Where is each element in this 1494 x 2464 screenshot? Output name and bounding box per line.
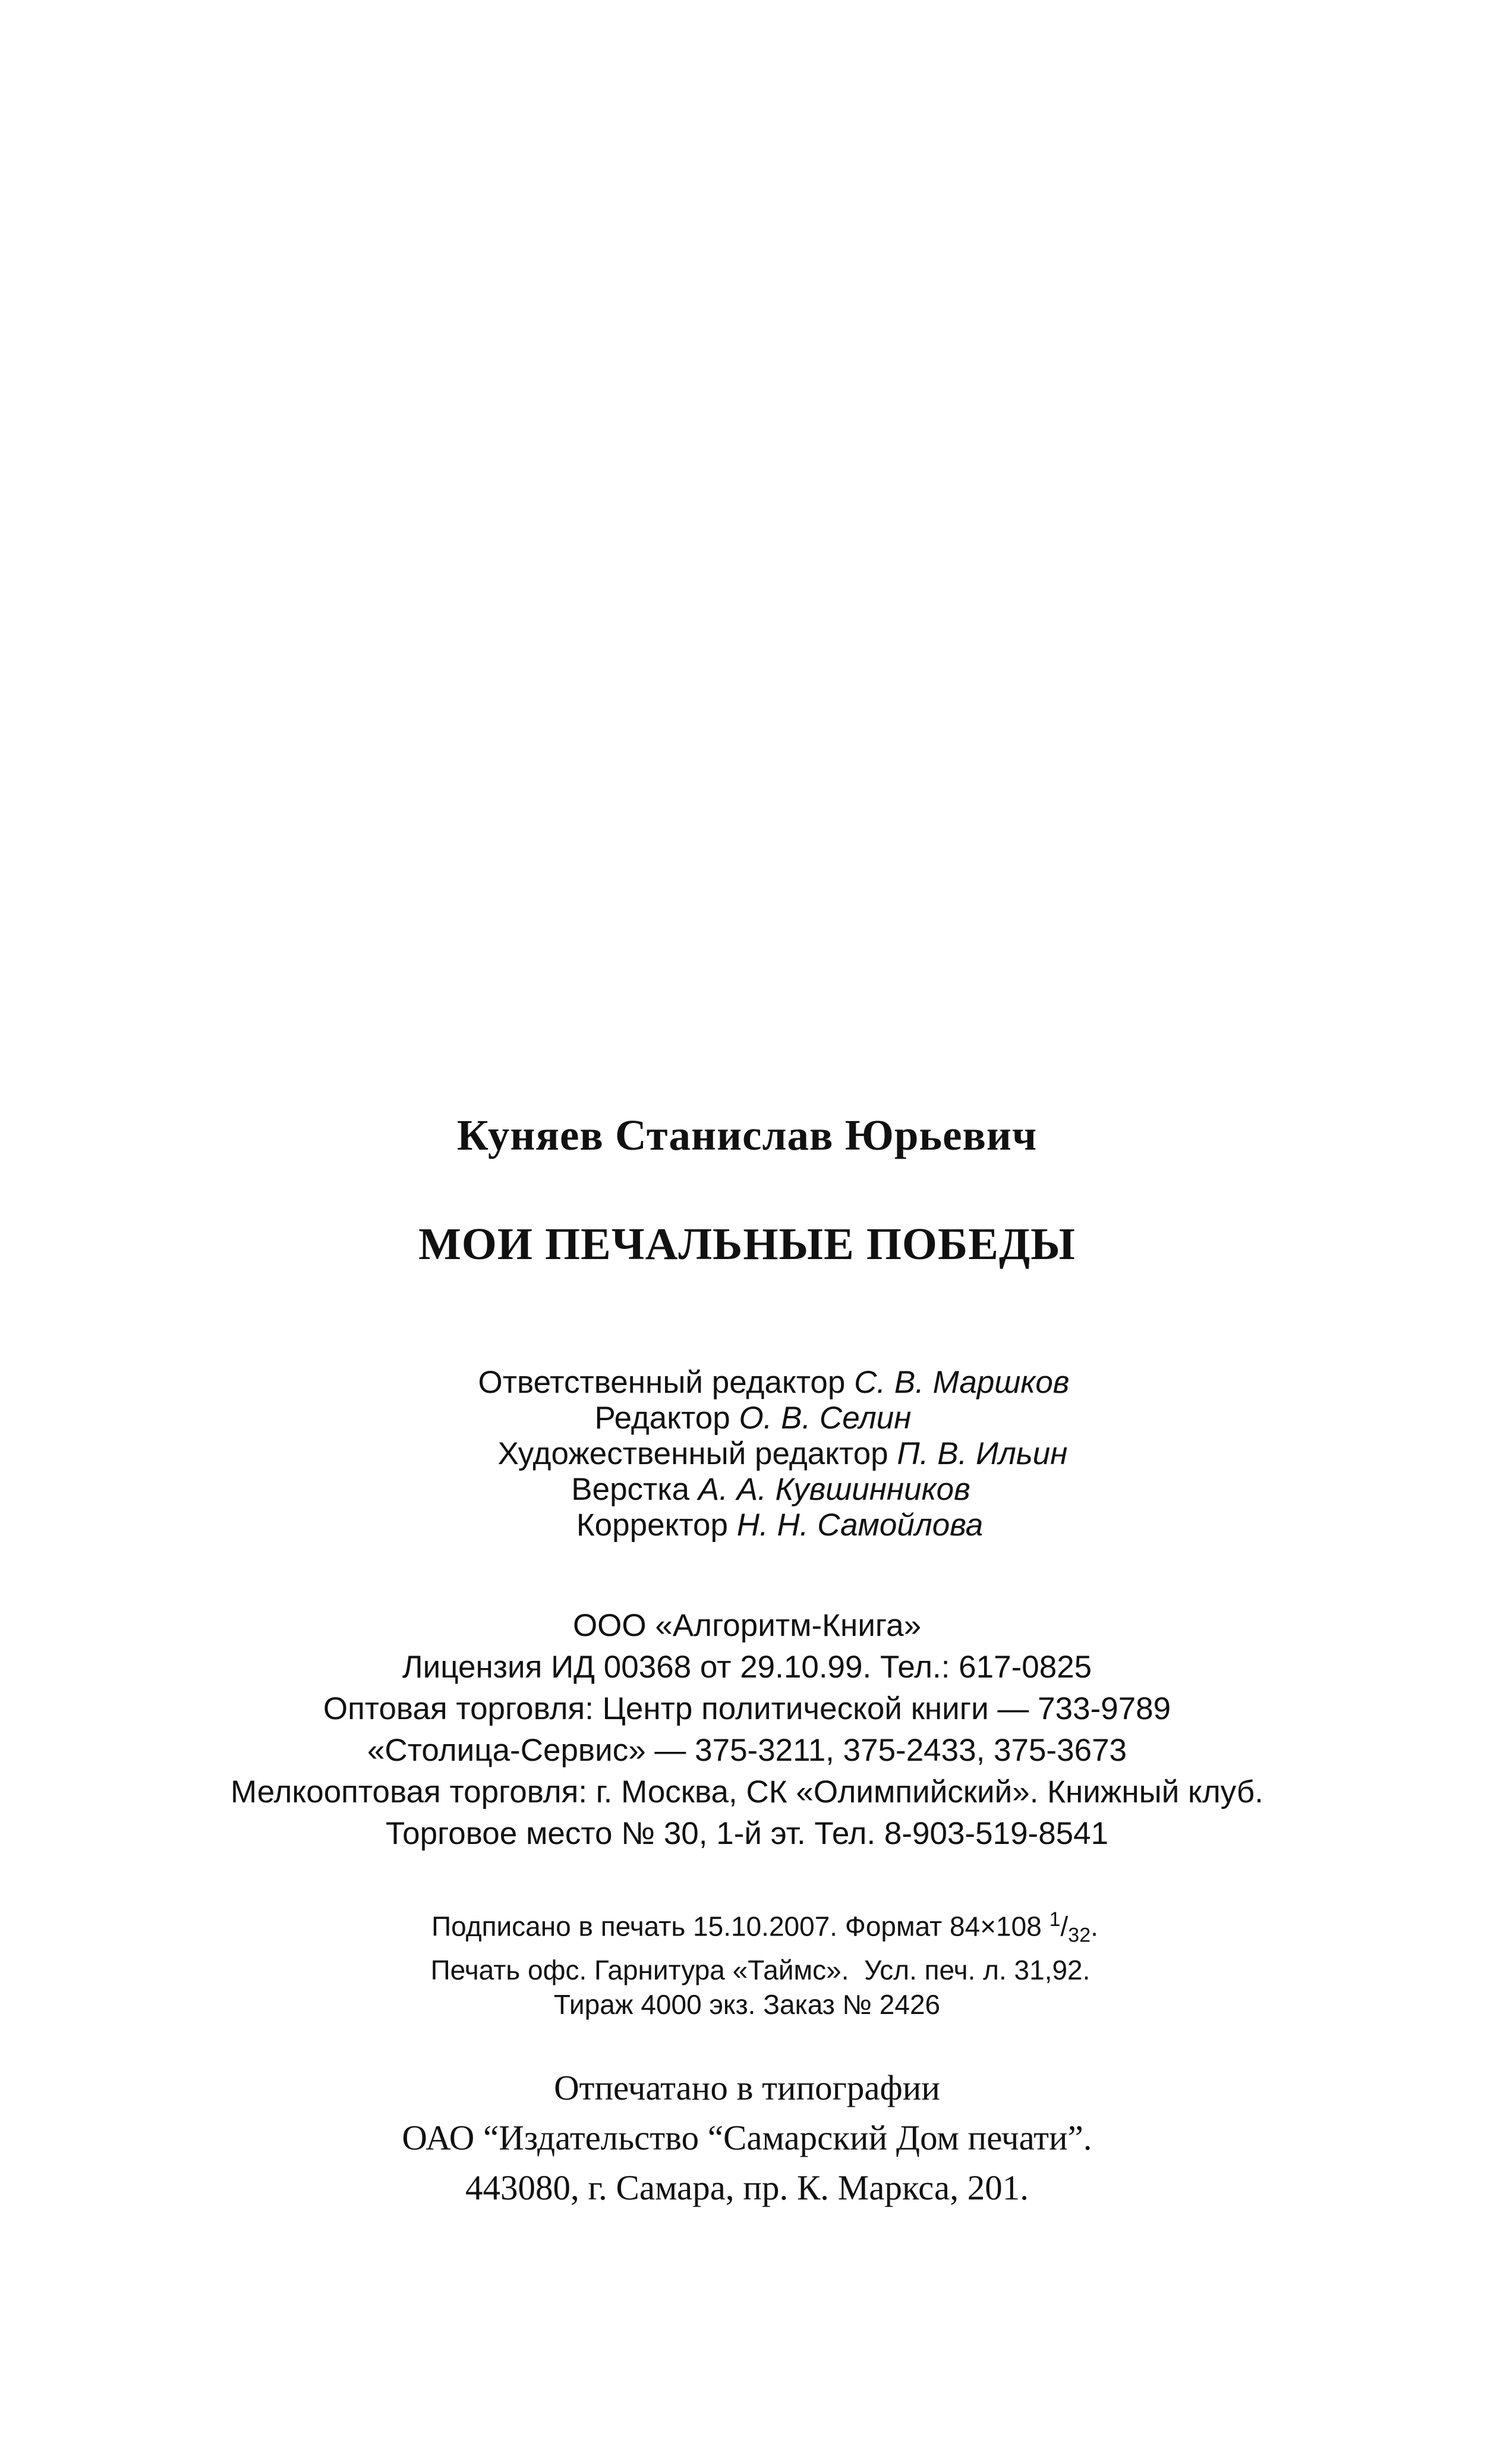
- format-slash: /: [1060, 1911, 1069, 1942]
- staff-line: [53, 1365, 1494, 1401]
- editorial-staff: [0, 1365, 1494, 1543]
- staff-role: Ответственный редактор: [478, 1365, 846, 1400]
- print-typeface: Печать офс. Гарнитура «Таймс». Усл. печ. л. 31,92.: [430, 1954, 1090, 1985]
- publisher-info: [0, 1605, 1494, 1855]
- staff-person: Н. Н. Самойлова: [736, 1508, 984, 1543]
- printing-house-line3: 443080, г. Самара, пр. К. Маркса, 201.: [465, 2168, 1029, 2207]
- publisher-stolitsa: «Столица-Сервис» — 375-3211, 375-2433, 375-3673: [367, 1733, 1127, 1768]
- format-numerator: 1: [1049, 1908, 1061, 1931]
- print-signed-format: [36, 1902, 1494, 1953]
- printing-house-line2: ОАО “Издательство “Самарский Дом печати”.: [402, 2118, 1092, 2157]
- print-signed-text: Подписано в печать 15.10.2007. Формат 84×108: [431, 1911, 1042, 1942]
- author-name-text: Куняев Станислав Юрьевич: [456, 1111, 1038, 1159]
- publisher-small-wholesale: Мелкооптовая торговля: г. Москва, СК «Олимпийский». Книжный клуб.: [231, 1774, 1263, 1810]
- format-suffix: .: [1090, 1911, 1098, 1942]
- staff-role: Верстка: [571, 1472, 690, 1507]
- staff-line: [71, 1436, 1494, 1472]
- staff-line: [65, 1508, 1494, 1543]
- staff-person: О. В. Селин: [739, 1401, 912, 1436]
- printing-house: [0, 2063, 1494, 2213]
- staff-line: [48, 1472, 1494, 1508]
- staff-person: А. А. Кувшинников: [698, 1472, 970, 1507]
- staff-person: П. В. Ильин: [897, 1436, 1068, 1471]
- publisher-wholesale: Оптовая торговля: Центр политической книги — 733-9789: [323, 1691, 1171, 1726]
- book-title-text: МОИ ПЕЧАЛЬНЫЕ ПОБЕДЫ: [418, 1219, 1076, 1269]
- format-denominator: 32: [1068, 1924, 1091, 1947]
- author-name: [0, 1110, 1494, 1160]
- printing-house-line1: Отпечатано в типографии: [554, 2068, 940, 2107]
- publisher-license: Лицензия ИД 00368 от 29.10.99. Тел.: 617-0825: [402, 1650, 1092, 1685]
- staff-role: Корректор: [576, 1508, 729, 1543]
- staff-role: Художественный редактор: [497, 1436, 888, 1471]
- print-details: [0, 1902, 1494, 2022]
- staff-person: С. В. Маршков: [854, 1365, 1070, 1400]
- book-title: [0, 1219, 1494, 1270]
- staff-line: [12, 1401, 1494, 1436]
- staff-role: Редактор: [594, 1401, 730, 1436]
- publisher-name: ООО «Алгоритм-Книга»: [572, 1608, 922, 1643]
- print-run-order: Тираж 4000 экз. Заказ № 2426: [553, 1988, 941, 2020]
- publisher-trade-place: Торговое место № 30, 1-й эт. Тел. 8-903-519-8541: [385, 1816, 1109, 1851]
